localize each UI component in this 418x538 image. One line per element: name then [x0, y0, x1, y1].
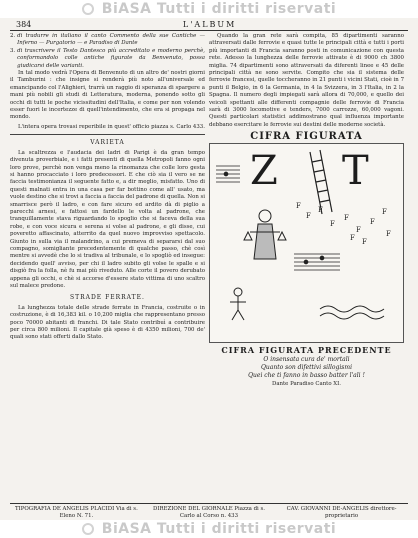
footer-director: CAV. GIOVANNI DE-ANGELIS direttore-proprietario: [286, 506, 397, 519]
answer-source: Dante Paradiso Canto XI.: [272, 381, 341, 388]
svg-text:F: F: [362, 237, 367, 246]
watermark-text-bottom: BiASA Tutti i diritti riservati: [101, 521, 337, 537]
paragraph: In tal modo vedrà l'Opera di Benvenuto di un altro de' nostri giorni il Tamburini : che insigne si renderà più noto all'universale ed emancipando col l'Alighieri, trarrà un raggio di speranza di spargere a mani più nobili gli studi di Letteratura, moderna, ponendo sotto gli occhi di tutti le poche vicissitudini dell'Italia, e come per non volendo esser fuori le incertezze di quell'intendimento, che era si propaga nel mondo.: [10, 70, 205, 121]
footer-direction: DIREZIONE DEL GIORNALE Piazza di s. Carlo al Corso n. 433: [153, 506, 265, 519]
answer-text: O insensata cura de' mortali Quanto son difettivi sillogismi Quei che ti fanno in basso batter l'ali ! Dante Paradiso Canto XI.: [209, 356, 404, 388]
scattered-f-letters: [296, 202, 391, 246]
watermark-text-top: BiASA Tutti i diritti riservati: [101, 1, 337, 17]
watermark-logo-icon: [82, 523, 94, 535]
svg-text:F: F: [330, 219, 335, 228]
watermark-banner-top: [0, 0, 418, 18]
svg-text:F: F: [350, 233, 355, 242]
wave-lines: [320, 313, 384, 319]
left-column: [10, 33, 205, 388]
rebus-illustration: [209, 143, 404, 343]
svg-text:F: F: [370, 217, 375, 226]
footer-printer: TIPOGRAFIA DE ANGELIS PLACIDI Via di s. Eleno N. 71.: [15, 506, 138, 519]
right-column: [209, 33, 404, 388]
watermark-logo-icon: [82, 3, 94, 15]
svg-text:F: F: [386, 229, 391, 238]
paragraph: L'intera opera trovasi reperibile in quest' officio piazza s. Carlo 433.: [18, 123, 205, 130]
rebus-drawing: [210, 144, 404, 343]
wave-lines: [320, 306, 384, 312]
small-figure-icon: [230, 288, 246, 320]
list-item: 2. di tradurre in italiano il canto Commento della sue Cantiche — Inferno — Purgatorio — e Paradiso di Dante: [10, 33, 205, 47]
watermark-banner-bottom: [0, 520, 418, 538]
svg-text:F: F: [344, 213, 349, 222]
svg-text:F: F: [296, 201, 301, 210]
newspaper-page: [10, 18, 408, 520]
svg-text:F: F: [356, 225, 361, 234]
ladder-icon: [310, 150, 332, 214]
justice-figure-icon: [244, 210, 286, 259]
article-strade: La lunghezza totale delle strade ferrate in Francia, costruite o in costruzione, è di 16,383 kil. o 10,200 miglia che rappresentano presso poco 70000 abitanti di franchi. Di tale Stato contribuì a contribuire per circa 800 milioni. Il capitale già speso è di 4350 milioni, 700 de' quali sono stati offerti dallo Stato.: [10, 304, 205, 341]
divider: [10, 134, 205, 135]
article-railways-continued: Quando la gran rete sarà compita, 85 dipartimenti saranno attraversati dalle ferrovie e quasi tutte le principali città e tutti i porti più importanti di Francia saranno posti in comunicazione con questa rete. Adesso la lunghezza delle ferrovie attivate è di 9000 ch 3800 miglia. 74 dipartimenti sono attraversati da diferenti linee e 45 delle principali città ne sono servite. Compito che sia il sistema delle ferrovie francesi, quelle toccheranno in 21 punti i vicini Stati, cioè in 7 punti il Belgio, in 6 la Germania, in 4 la Svizzera, in 3 l'Italia, in 2 la Spagna. Il numero degli impiegati sarà allora di 70,000, e quello dei veicoli spettanti alle differenti compagnie delle ferrovie di Francia sarà di 3000 locomotive e tenders, 7000 carrozze, 60,000 vagoni. Questi particolari statistici addimostrano qual influenza importante debbano esercitare le ferrovie sui destini delle moderne società.: [209, 33, 404, 128]
page-header: [10, 18, 408, 31]
answer-title: CIFRA FIGURATA PRECEDENTE: [221, 344, 392, 355]
page-number: 384: [16, 20, 32, 29]
rebus-letter-z: Z: [250, 147, 278, 194]
rebus-letter-t: T: [342, 147, 369, 194]
svg-text:F: F: [382, 207, 387, 216]
journal-title: L'ALBUM: [182, 20, 237, 29]
article-varieta: La scaltrezza e l'audacia dei ladri di Parigi è da gran tempo divenuta proverbiale, e i fatti presenti di quella Metropoli fanno ogni loro prove, perchè non venga meno la rinomanza che colle loro gesta si hanno procacciato i loro predecessori. E che ciò sia il vero se ne faccia testimonianza il seguente fatto e, a dir meglio, misfatto. Uno di questi malnati entra in una casa per far bottino come all' usato, ma vuole destino che si trovi a faccia a faccia del padrone di quella. Non si smarrisce però il ladro, e con fare sicuro ed ardito dà di piglio a parecchi arnesi, e fattosi un fardello le volta al padrone, che tranquillamente stava riguardando lo spoglio che si faceva della sua robe, e con voce sicura e serena si volse al padrone, e gli disse, cui poveretto affascinato, atterrito da quel nuovo improvviso spettacolo. Giunto in sulla via il malandrino, a cui premeva di separarsi dal suo compagno, somigliante precedentemente di qualche passo, chè così mentre si avvedè che lo si tradiva al tribunale, e lo spogliò ed insegue: decidendo quell' avviso, per chi il ladro subito gli volse le spalle e si disgiò fra la folla, nè fu mai più riveduto. Alle corte il povero derubato appena gli occhi, e chè si accorse d'essere stato vittima di uno scaltro sul malece predone.: [10, 149, 205, 289]
music-staff-icon: [294, 254, 340, 270]
list-item: 3. di trascrivere il Testo Dantesco più accreditato e moderno perchè, conformandolo colle antiche figurate da Benvenuto, possa giudicarsi delle varianti.: [10, 47, 205, 69]
section-title-strade: STRADE FERRATE.: [70, 294, 145, 302]
page-footer: [10, 503, 408, 520]
section-title-varieta: VARIETA: [90, 139, 125, 147]
puzzle-title: CIFRA FIGURATA: [250, 131, 363, 143]
music-staff-icon: [216, 166, 240, 182]
svg-text:F: F: [306, 211, 311, 220]
svg-text:F: F: [318, 205, 323, 214]
